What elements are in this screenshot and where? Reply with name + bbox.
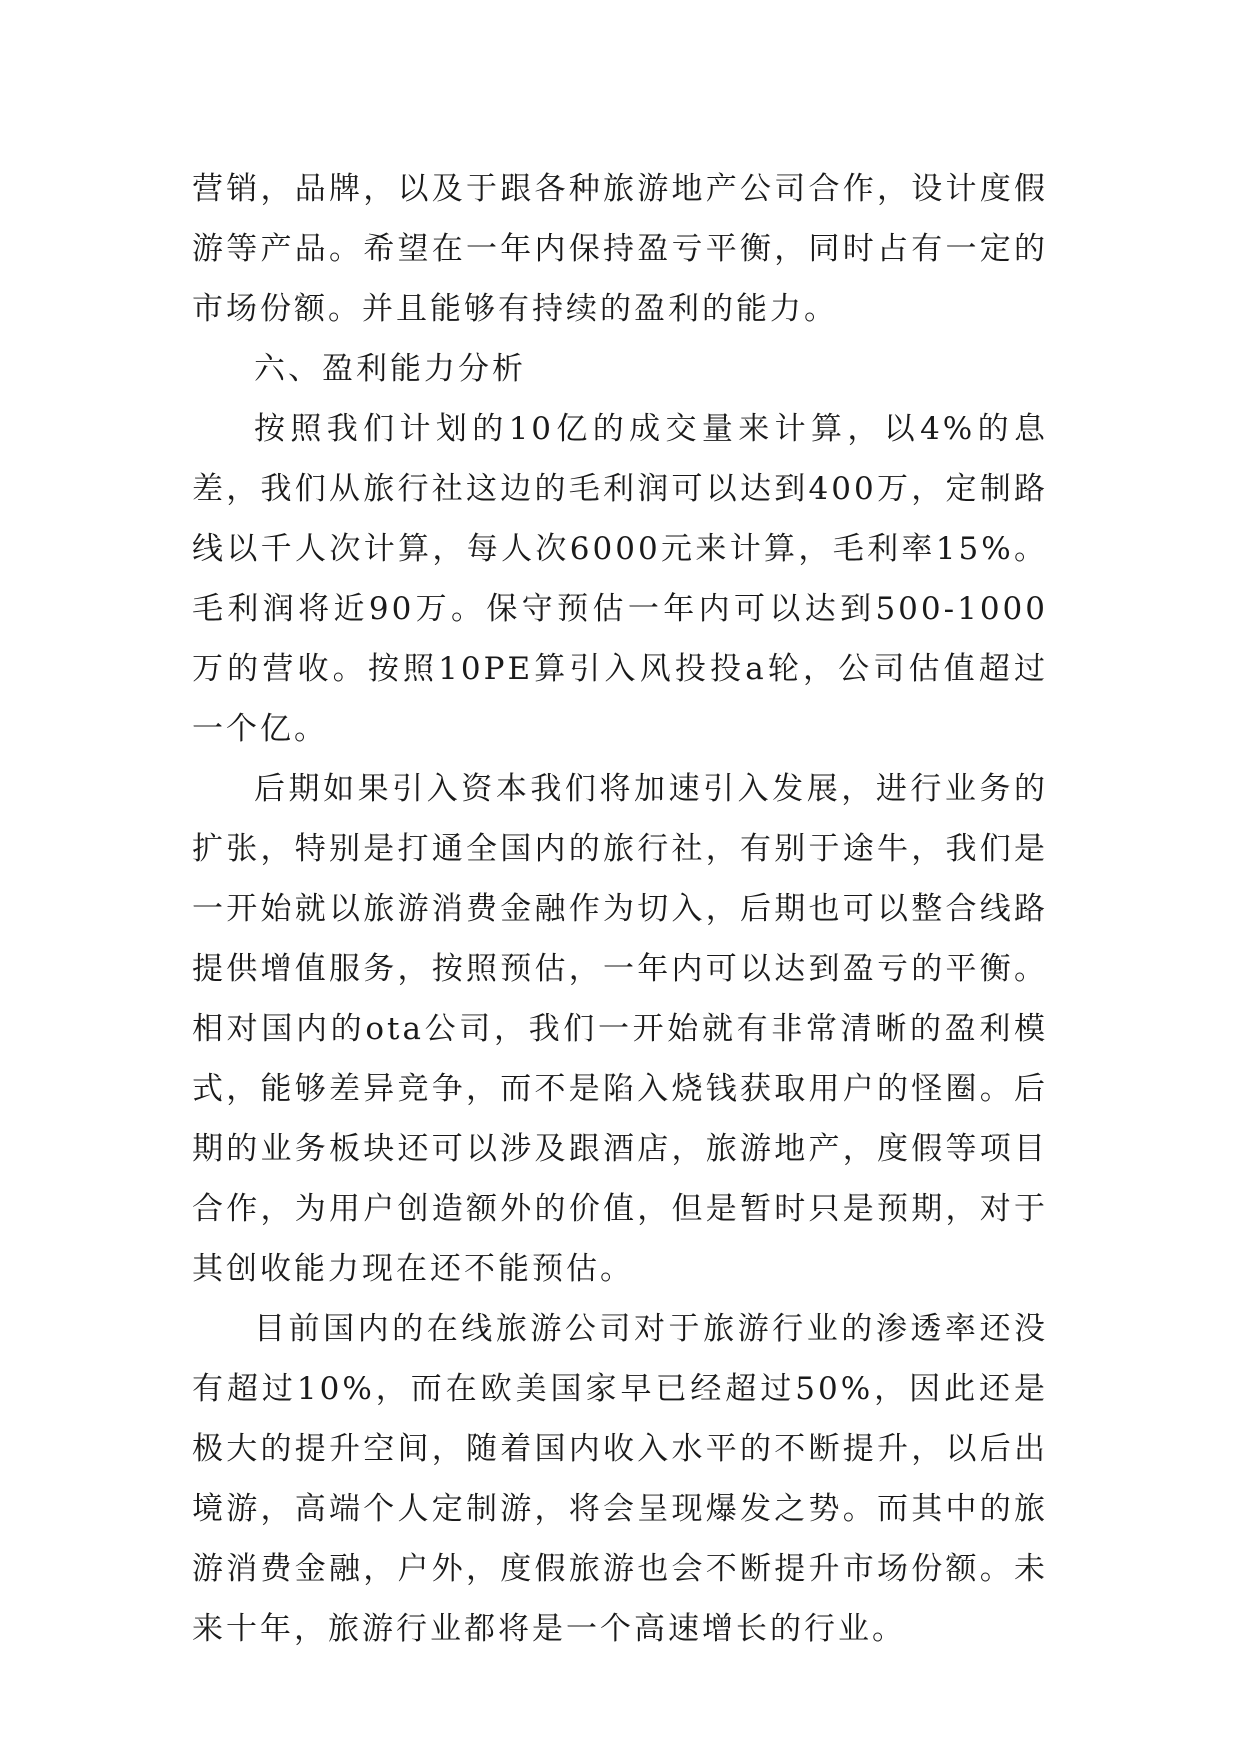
document-body (192, 159, 1048, 1659)
paragraph-marketing-summary: 营销，品牌，以及于跟各种旅游地产公司合作，设计度假游等产品。希望在一年内保持盈亏平衡，同时占有一定的市场份额。并且能够有持续的盈利的能力。 (192, 171, 1048, 327)
paragraph-market-outlook: 目前国内的在线旅游公司对于旅游行业的渗透率还没有超过10%，而在欧美国家早已经超过50%，因此还是极大的提升空间，随着国内收入水平的不断提升，以后出境游，高端个人定制游，将会呈现爆发之势。而其中的旅游消费金融，户外，度假旅游也会不断提升市场份额。未来十年，旅游行业都将是一个高速增长的行业。 (192, 1311, 1048, 1647)
section-heading-profitability: 六、盈利能力分析 (254, 351, 526, 387)
paragraph-revenue-calculation: 按照我们计划的10亿的成交量来计算，以4%的息差，我们从旅行社这边的毛利润可以达到400万，定制路线以千人次计算，每人次6000元来计算，毛利率15%。毛利润将近90万。保守预估一年内可以达到500-1000万的营收。按照10PE算引入风投投a轮，公司估值超过一个亿。 (192, 411, 1048, 747)
paragraph-expansion-plan: 后期如果引入资本我们将加速引入发展，进行业务的扩张，特别是打通全国内的旅行社，有别于途牛，我们是一开始就以旅游消费金融作为切入，后期也可以整合线路提供增值服务，按照预估，一年内可以达到盈亏的平衡。相对国内的ota公司，我们一开始就有非常清晰的盈利模式，能够差异竞争，而不是陷入烧钱获取用户的怪圈。后期的业务板块还可以涉及跟酒店，旅游地产，度假等项目合作，为用户创造额外的价值，但是暂时只是预期，对于其创收能力现在还不能预估。 (192, 771, 1048, 1287)
